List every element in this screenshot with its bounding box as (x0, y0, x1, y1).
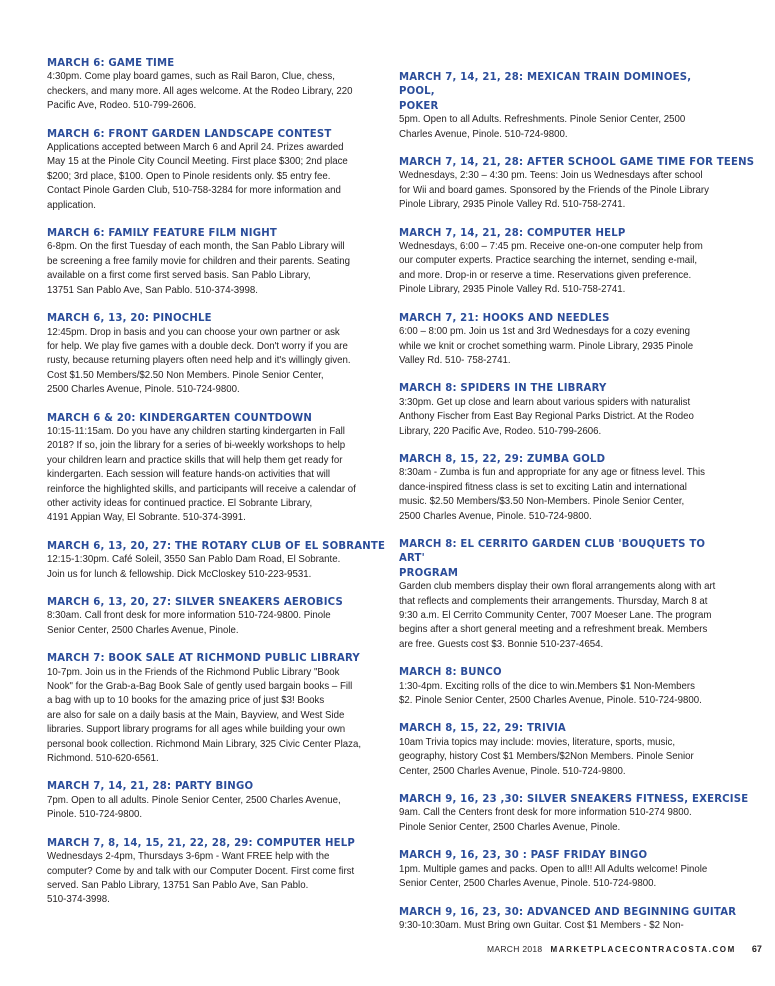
event-title: MARCH 7, 14, 21, 28: MEXICAN TRAIN DOMINOES, POOL, POKER (399, 70, 692, 112)
event-title: MARCH 8: EL CERRITO GARDEN CLUB 'BOUQUETS TO ART' PROGRAM (399, 536, 706, 579)
event-description: 1pm. Multiple games and packs. Open to all!! All Adults welcome! Pinole Senior Center, 2500 Charles Avenue, Pinole. 510-724-9800. (399, 863, 708, 890)
event-listing (399, 665, 729, 708)
event-title: MARCH 7, 8, 14, 15, 21, 22, 28, 29: COMPUTER HELP (47, 835, 355, 849)
event-title: MARCH 6, 13, 20: PINOCHLE (47, 311, 212, 325)
event-title: MARCH 8, 15, 22, 29: TRIVIA (399, 721, 566, 735)
event-description: 3:30pm. Get up close and learn about various spiders with naturalist Anthony Fischer from East Bay Regional Parks District. At the Rodeo Library, 220 Pacific Ave, Rodeo. 510-799-2606. (399, 396, 694, 437)
event-listing (399, 452, 729, 524)
event-title: MARCH 6, 13, 20, 27: THE ROTARY CLUB OF EL SOBRANTE (47, 538, 386, 552)
event-title: MARCH 6, 13, 20, 27: SILVER SNEAKERS AEROBICS (47, 595, 343, 608)
event-title: MARCH 9, 16, 23, 30 : PASF FRIDAY BINGO (399, 848, 648, 862)
event-title: MARCH 7, 21: HOOKS AND NEEDLES (399, 310, 610, 324)
event-description: 1:30-4pm. Exciting rolls of the dice to win.Members $1 Non-Members $2. Pinole Senior Center, 2500 Charles Avenue, Pinole. 510-724-9800. (399, 680, 702, 707)
event-title: MARCH 7, 14, 21, 28: PARTY BINGO (47, 779, 254, 793)
event-listing (47, 651, 376, 766)
event-description: 4:30pm. Come play board games, such as Rail Baron, Clue, chess, checkers, and many more. All ages welcome. At the Rodeo Library, 220 Pacific Ave, Rodeo. 510-799-2606. (47, 71, 353, 112)
event-description: 9:30-10:30am. Must Bring own Guitar. Cost $1 Members - $2 Non- (399, 919, 684, 931)
event-listing (399, 848, 729, 891)
event-listing (47, 56, 376, 114)
event-title: MARCH 6: FAMILY FEATURE FILM NIGHT (47, 226, 277, 240)
event-title: MARCH 9, 16, 23, 30: ADVANCED AND BEGINNING GUITAR (399, 904, 737, 918)
event-listing (399, 721, 729, 779)
event-description: 8:30am. Call front desk for more information 510-724-9800. Pinole Senior Center, 2500 Charles Avenue, Pinole. (47, 610, 331, 636)
event-listing (399, 904, 737, 934)
event-listing (47, 127, 376, 213)
event-listing (47, 595, 376, 638)
event-description: 10am Trivia topics may include: movies, literature, sports, music, geography, history Cost $1 Members/$2Non Members. Pinole Senior Center, 2500 Charles Avenue, Pinole. 510-724-9800. (399, 736, 694, 777)
event-description: 10-7pm. Join us in the Friends of the Richmond Public Library "Book Nook" for the Grab-a-Bag Book Sale of gently used bargain books – Fill a bag with up to 10 books for the amazing price of just $3! Books are also for sale on a daily basis at the Main, Bayview, and West Side libraries. Support library programs for all ages while building your own personal book collection. Richmond Main Library, 325 Civic Center Plaza, Richmond. 510-620-6561. (47, 666, 362, 765)
event-listing (399, 537, 729, 652)
event-description: 12:45pm. Drop in basis and you can choose your own partner or ask for help. We play five games with a double deck. Don't worry if you are rusty, because returning players often need help and it's willingly given. Cost $1.50 Members/$2.50 Non Members. Pinole Senior Center, 2500 Charles Avenue, Pinole. 510-724-9800. (47, 326, 351, 396)
event-description: Applications accepted between March 6 and April 24. Prizes awarded May 15 at the Pinole City Council Meeting. First place $300; 2nd place $200; 3rd place, $100. Open to Pinole residents only. $5 entry fee. Contact Pinole Garden Club, 510-758-3284 for more information and application. (47, 142, 348, 211)
event-listing (47, 311, 376, 397)
event-title: MARCH 7: BOOK SALE AT RICHMOND PUBLIC LIBRARY (47, 651, 360, 665)
event-listing (47, 226, 376, 298)
left-column (47, 56, 386, 921)
footer-site: MARKETPLACECONTRACOSTA.COM (550, 944, 736, 954)
event-title: MARCH 8, 15, 22, 29: ZUMBA GOLD (399, 451, 606, 465)
event-listing (399, 226, 729, 298)
event-title: MARCH 6: GAME TIME (47, 56, 175, 69)
event-listing (399, 70, 729, 142)
footer-month: MARCH 2018 (487, 944, 543, 954)
event-description: 12:15-1:30pm. Café Soleil, 3550 San Pablo Dam Road, El Sobrante. Join us for lunch & fellowship. Dick McCloskey 510-223-9531. (47, 554, 341, 580)
event-title: MARCH 8: SPIDERS IN THE LIBRARY (399, 381, 607, 395)
page-footer (487, 944, 762, 954)
event-description: 6:00 – 8:00 pm. Join us 1st and 3rd Wednesdays for a cozy evening while we knit or crochet something warm. Pinole Library, 2935 Pinole Valley Rd. 510- 758-2741. (399, 326, 694, 366)
event-title: MARCH 8: BUNCO (399, 665, 502, 679)
event-description: Wednesdays 2-4pm, Thursdays 3-6pm - Want FREE help with the computer? Come by and talk with our Computer Docent. First come first served. San Pablo Library, 13751 San Pablo Ave, San Pablo. 510-374-3998. (47, 851, 355, 906)
event-description: 8:30am - Zumba is fun and appropriate for any age or fitness level. This dance-inspired fitness class is set to exciting Latin and international music. $2.50 Members/$3.50 Non-Members. Pinole Senior Center, 2500 Charles Avenue, Pinole. 510-724-9800. (399, 467, 705, 522)
event-title: MARCH 7, 14, 21, 28: AFTER SCHOOL GAME TIME FOR TEENS (399, 155, 755, 169)
page-number: 67 (751, 944, 762, 954)
event-title: MARCH 6: FRONT GARDEN LANDSCAPE CONTEST (47, 126, 332, 140)
event-description: 7pm. Open to all adults. Pinole Senior Center, 2500 Charles Avenue, Pinole. 510-724-9800. (47, 794, 341, 821)
event-description: Wednesdays, 2:30 – 4:30 pm. Teens: Join us Wednesdays after school for Wii and board games. Sponsored by the Friends of the Pinole Library Pinole Library, 2935 Pinole Valley Rd. 510-758-2741. (399, 170, 709, 211)
event-description: 6-8pm. On the first Tuesday of each month, the San Pablo Library will be screening a free family movie for children and their parents. Seating available on a first come first served basis. San Pablo Library, 13751 San Pablo Ave, San Pablo. 510-374-3998. (47, 241, 350, 296)
event-listing (47, 411, 376, 526)
event-listing (399, 155, 755, 213)
event-description: Wednesdays, 6:00 – 7:45 pm. Receive one-on-one computer help from our computer experts. Practice searching the internet, sending e-mail, and more. Drop-in or reserve a time. Reservations given preference. Pinole Library, 2935 Pinole Valley Rd. 510-758-2741. (399, 241, 703, 296)
event-description: 10:15-11:15am. Do you have any children starting kindergarten in Fall 2018? If so, join the library for a series of bi-weekly workshops to help your children learn and practice skills that will help them get ready for kindergarten. Each session will feature hands-on activities that will reinforce the highlighted skills, and participants will receive a calendar of other activity ideas for continued practice. El Sobrante Library, 4191 Appian Way, El Sobrante. 510-374-3991. (47, 425, 356, 524)
event-title: MARCH 6 & 20: KINDERGARTEN COUNTDOWN (47, 410, 313, 424)
event-listing (47, 779, 376, 822)
right-column (399, 70, 755, 946)
event-listing (47, 538, 386, 582)
event-description: 5pm. Open to all Adults. Refreshments. Pinole Senior Center, 2500 Charles Avenue, Pinole. 510-724-9800. (399, 114, 686, 140)
event-listing (399, 792, 749, 835)
event-title: MARCH 7, 14, 21, 28: COMPUTER HELP (399, 225, 626, 239)
event-description: Garden club members display their own floral arrangements along with art that reflects and complements their arrangements. Thursday, March 8 at 9:30 a.m. El Cerrito Community Center, 7007 Moeser Lane. The program begins after a short general meeting and a refreshment break. Members are free. Guests cost $3. Bonnie 510-237-4654. (399, 581, 716, 650)
event-listing (399, 311, 729, 369)
event-description: 9am. Call the Centers front desk for more information 510-274 9800. Pinole Senior Center, 2500 Charles Avenue, Pinole. (399, 807, 692, 833)
event-listing (399, 381, 729, 439)
event-listing (47, 836, 376, 908)
event-title: MARCH 9, 16, 23 ,30: SILVER SNEAKERS FITNESS, EXERCISE (399, 792, 749, 806)
